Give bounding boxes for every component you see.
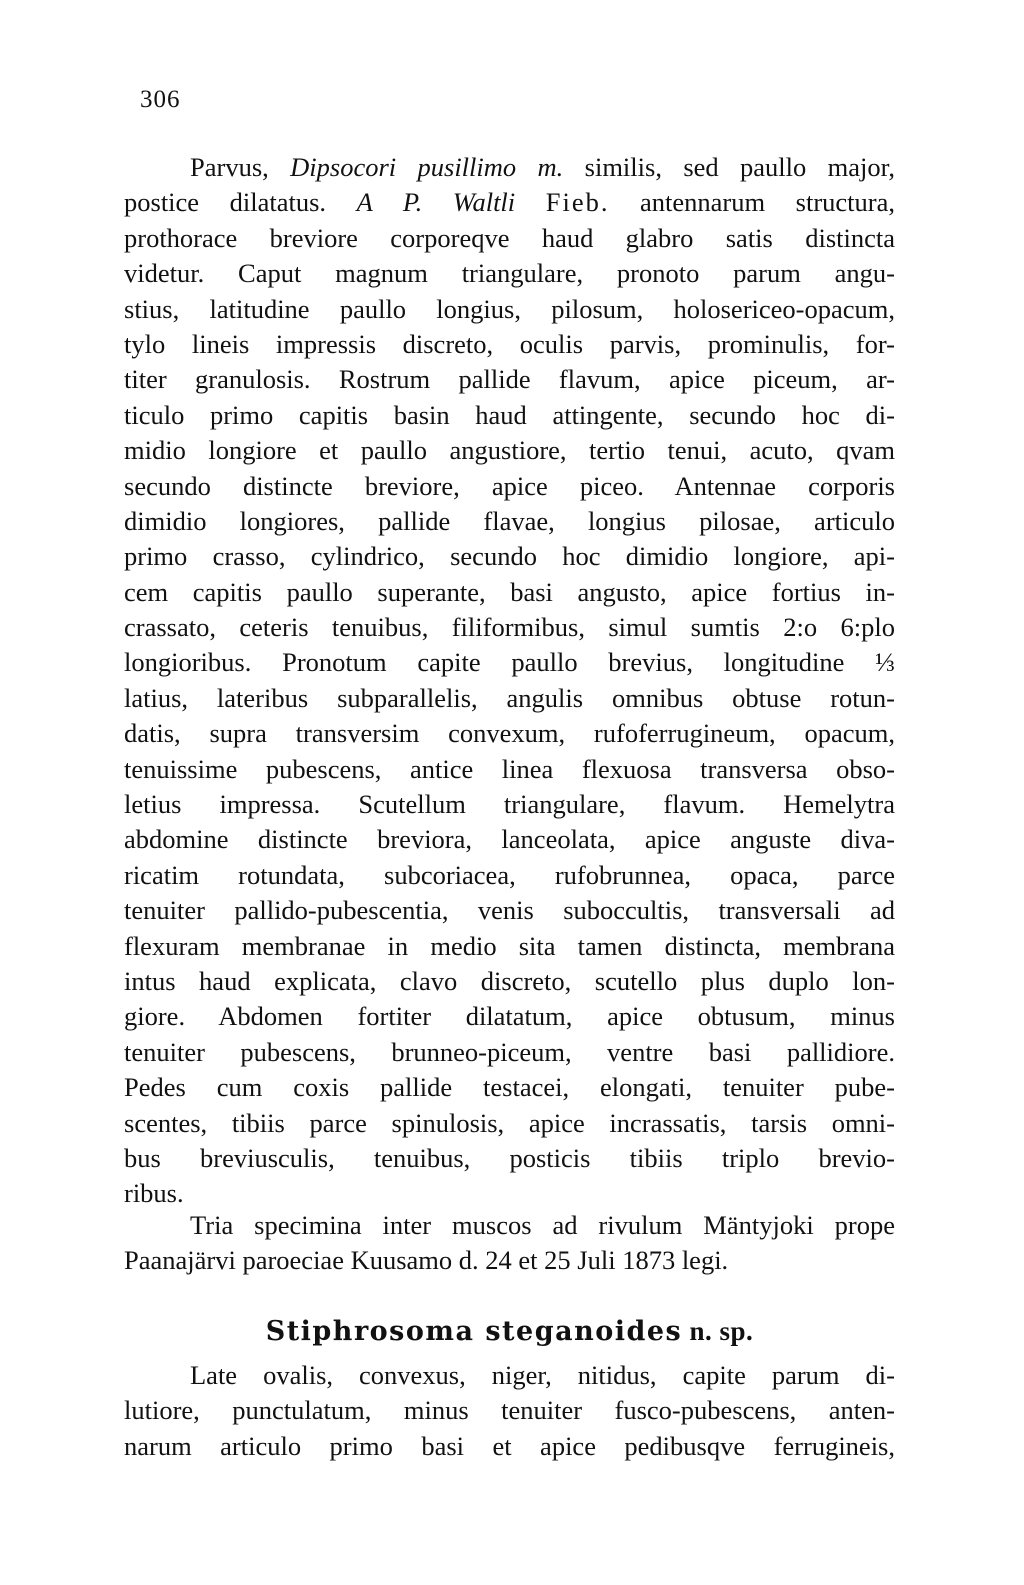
text-line: lutiore, punctulatum, minus tenuiter fusco-pubescens, anten- [124,1395,895,1426]
text-line: tenuissime pubescens, antice linea flexuosa transversa obso- [124,753,895,784]
text-line: bus breviusculis, tenuibus, posticis tibiis triplo brevio- [124,1142,895,1173]
text-line: crassato, ceteris tenuibus, filiformibus, simul sumtis 2:o 6:plo [124,612,895,643]
text-line: Pedes cum coxis pallide testacei, elongati, tenuiter pube- [124,1072,895,1103]
species-reference: A P. Waltli [356,187,516,218]
text-line: primo crasso, cylindrico, secundo hoc dimidio longiore, api- [124,541,895,572]
text-line: cem capitis paullo superante, basi angusto, apice fortius in- [124,576,895,607]
text-line: longioribus. Pronotum capite paullo brevius, longitudine ⅓ [124,647,895,678]
text-run: similis, sed paullo major, [563,152,895,182]
text-line: Late ovalis, convexus, niger, nitidus, capite parum di- [190,1360,895,1390]
text-line [124,185,895,220]
text-line: giore. Abdomen fortiter dilatatum, apice obtusum, minus [124,1001,895,1032]
text-line: abdomine distincte breviora, lanceolata, apice anguste diva- [124,824,895,855]
text-line: scentes, tibiis parce spinulosis, apice incrassatis, tarsis omni- [124,1107,895,1138]
text-line: ticulo primo capitis basin haud attingente, secundo hoc di- [124,399,895,430]
text-run: postice dilatatus. [124,187,357,218]
text-line: narum articulo primo basi et apice pedibusqve ferrugineis, [124,1430,895,1461]
text-line: letius impressa. Scutellum triangulare, flavum. Hemelytra [124,789,895,820]
description-paragraph [124,150,895,1212]
species-suffix: n. sp. [682,1316,754,1346]
text-run: Parvus, [190,152,291,182]
species-reference: Dipsocori pusillimo m. [290,152,564,182]
author-name: Fieb. [545,187,610,218]
text-run: antennarum structura, [609,187,896,218]
text-line: secundo distincte breviore, apice piceo. Antennae corporis [124,470,895,501]
text-line: prothorace breviore corporeqve haud glabro satis distincta [124,222,895,253]
text-line: intus haud explicata, clavo discreto, scutello plus duplo lon- [124,965,895,996]
text-run [515,187,546,217]
text-line: Paanajärvi paroeciae Kuusamo d. 24 et 25 Juli 1873 legi. [124,1245,729,1276]
text-line: dimidio longiores, pallide flavae, longius pilosae, articulo [124,505,895,536]
species-heading [124,1316,895,1347]
locality-paragraph [124,1208,895,1279]
text-line: stius, latitudine paullo longius, pilosum, holosericeo-opacum, [124,293,895,324]
text-line: tenuiter pallido-pubescentia, venis suboccultis, transversali ad [124,895,895,926]
text-line: latius, lateribus subparallelis, angulis omnibus obtuse rotun- [124,682,895,713]
text-line: Tria specimina inter muscos ad rivulum Mäntyjoki prope [190,1210,895,1240]
text-line: midio longiore et paullo angustiore, tertio tenui, acuto, qvam [124,435,895,466]
text-line: flexuram membranae in medio sita tamen distincta, membrana [124,930,895,961]
species-description-paragraph [124,1358,895,1464]
text-line: tylo lineis impressis discreto, oculis parvis, prominulis, for- [124,328,895,359]
text-line [124,150,895,185]
text-line: ribus. [124,1178,184,1209]
species-name: Stiphrosoma steganoides [265,1316,683,1347]
text-line: ricatim rotundata, subcoriacea, rufobrunnea, opaca, parce [124,859,895,890]
page-number: 306 [140,86,181,113]
text-line: datis, supra transversim convexum, rufoferrugineum, opacum, [124,718,895,749]
text-line: videtur. Caput magnum triangulare, pronoto parum angu- [124,258,895,289]
text-line: tenuiter pubescens, brunneo-piceum, ventre basi pallidiore. [124,1036,895,1067]
text-line: titer granulosis. Rostrum pallide flavum, apice piceum, ar- [124,364,895,395]
